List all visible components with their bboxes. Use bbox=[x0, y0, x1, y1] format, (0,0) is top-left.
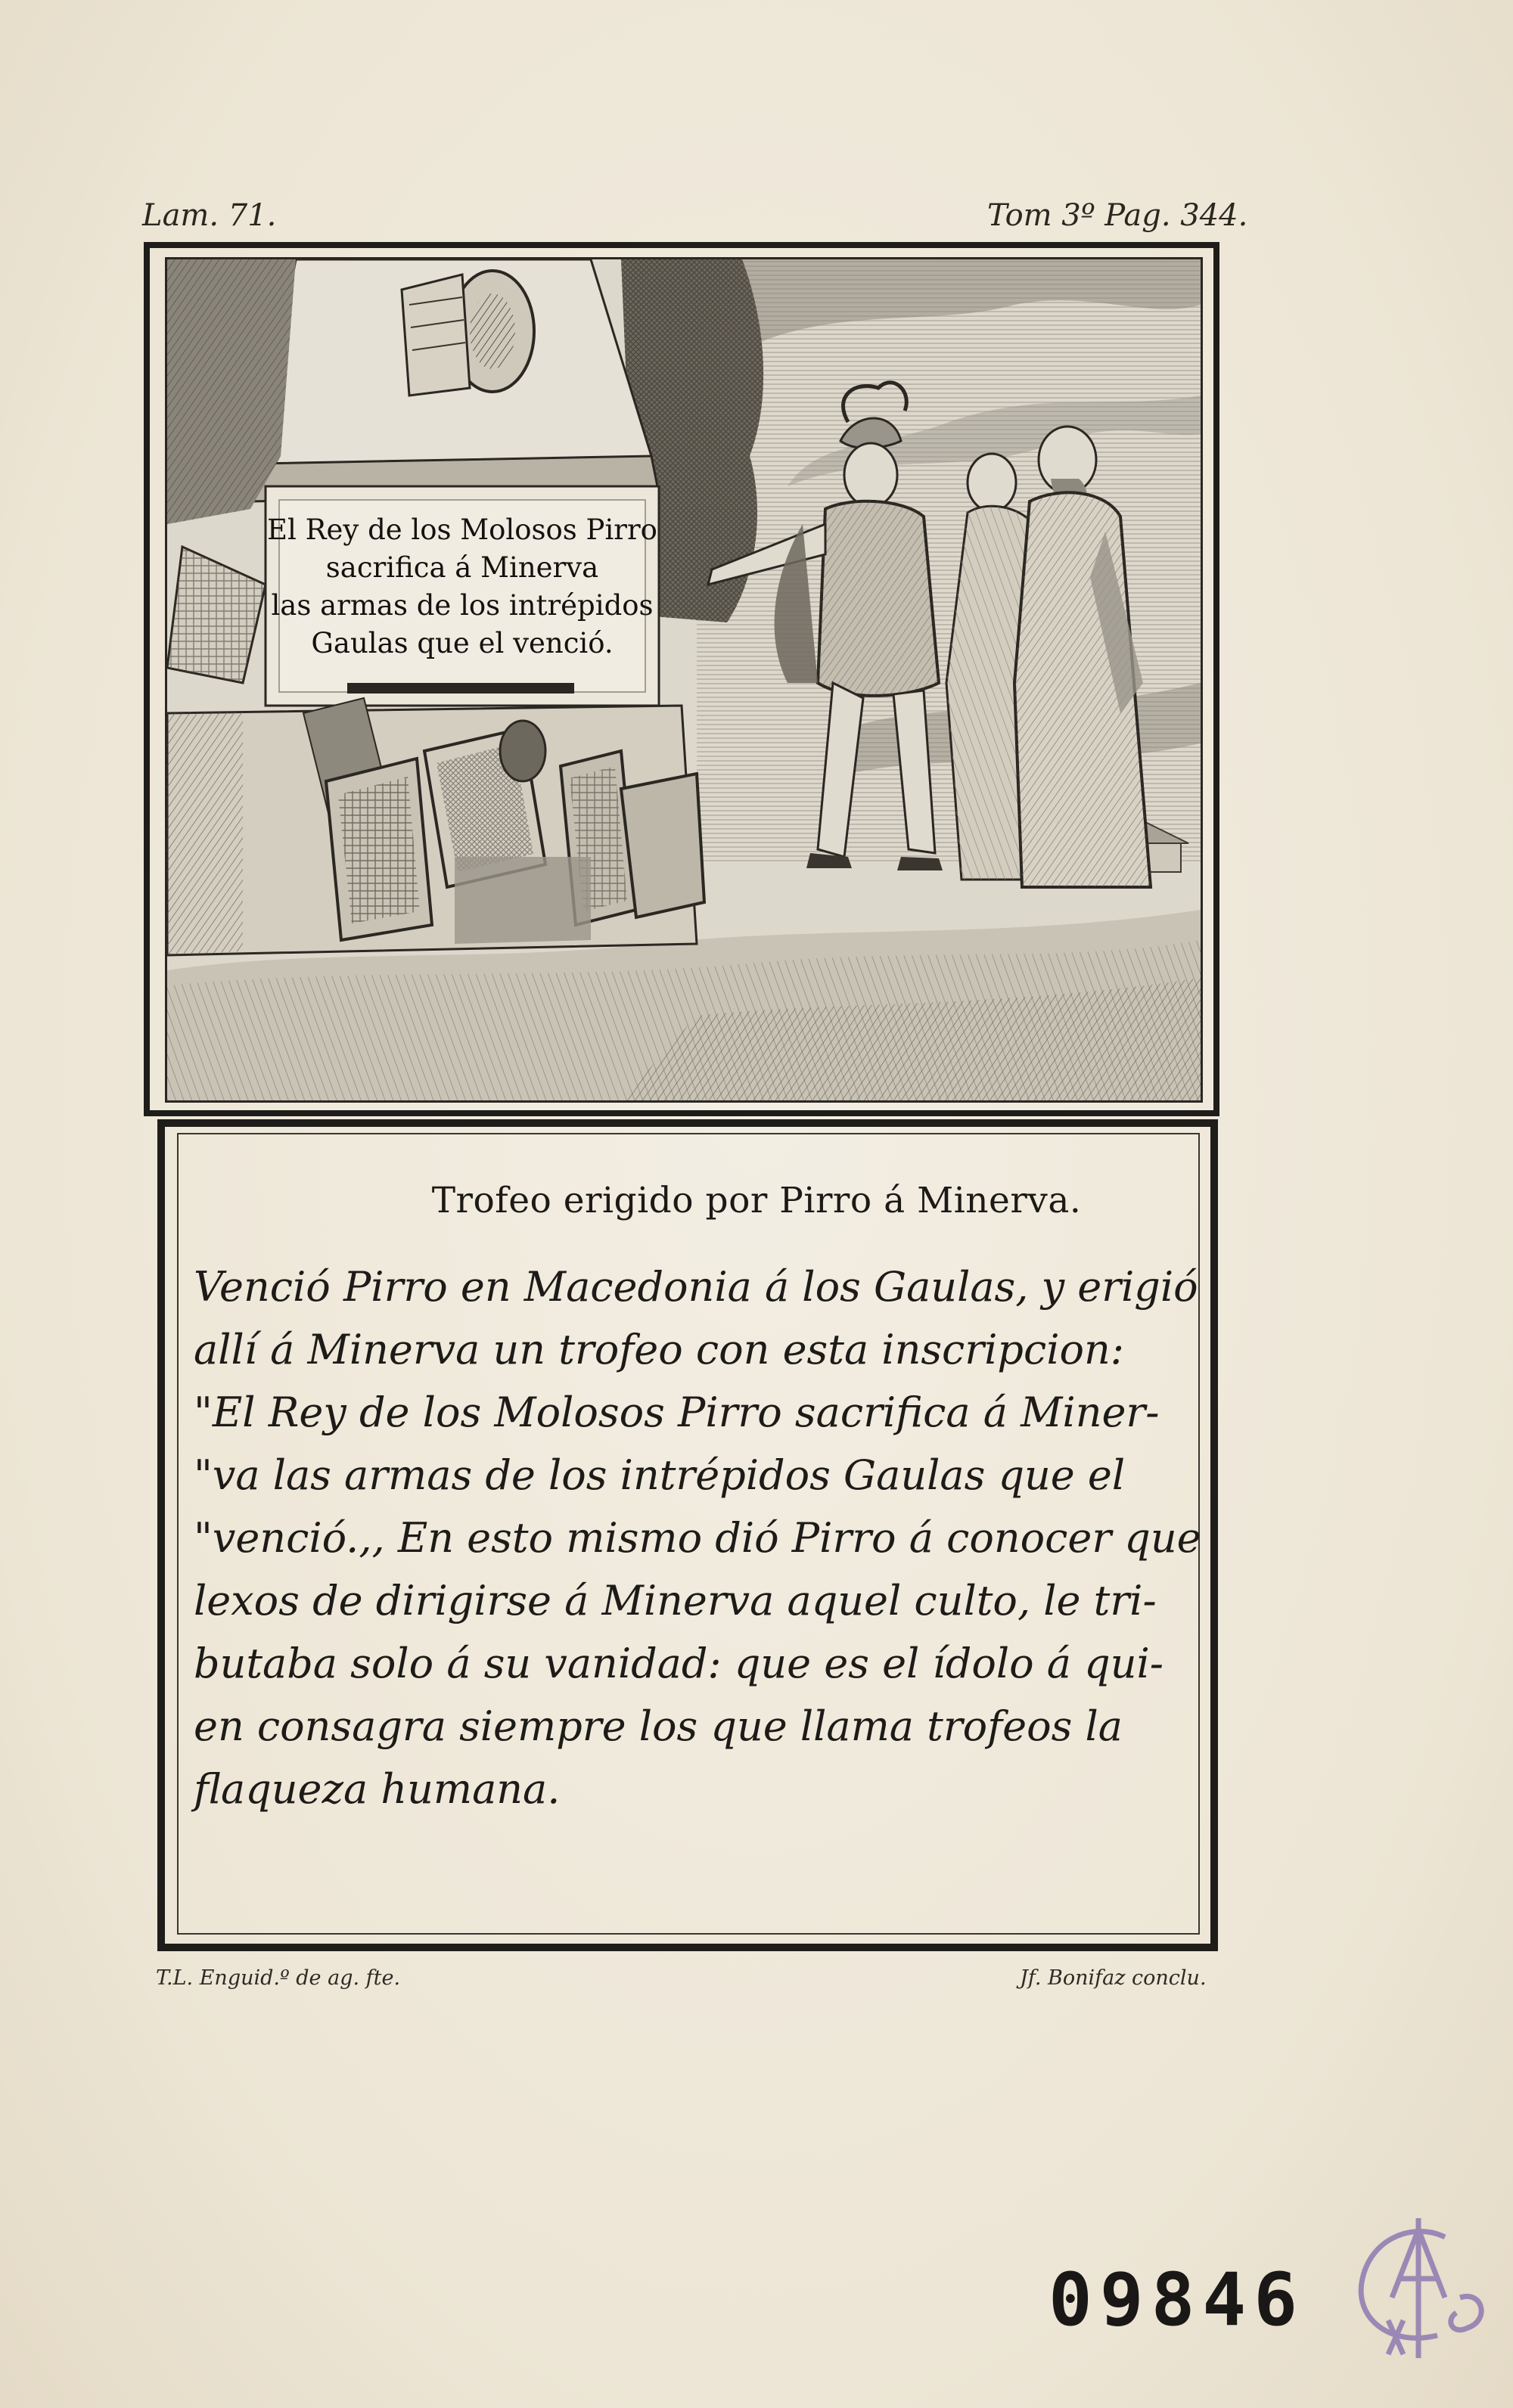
engraving-scene bbox=[167, 259, 1201, 1100]
engraving-illustration bbox=[165, 257, 1203, 1103]
caption-line: en consagra siempre los que llama trofeos la bbox=[194, 1702, 1123, 1750]
inscription-line: sacrifica á Minerva bbox=[325, 551, 599, 584]
caption-line: "va las armas de los intrépidos Gaulas que el bbox=[194, 1451, 1126, 1499]
caption-line: "venció.,, En esto mismo dió Pirro á conocer que bbox=[194, 1514, 1201, 1562]
inscription-line: las armas de los intrépidos bbox=[271, 589, 654, 622]
inscription-line: El Rey de los Molosos Pirro bbox=[267, 514, 657, 546]
plate-label: Lam. 71. bbox=[142, 198, 277, 233]
caption-body bbox=[194, 1255, 1201, 1820]
caption-title: Trofeo erigido por Pirro á Minerva. bbox=[431, 1180, 1082, 1221]
library-stamp-icon bbox=[1331, 2207, 1505, 2366]
engraver-credit: T.L. Enguid.º de ag. fte. bbox=[156, 1966, 401, 1990]
caption-line: lexos de dirigirse á Minerva aquel culto, le tri- bbox=[194, 1577, 1157, 1624]
inventory-number: 09846 bbox=[1049, 2258, 1305, 2342]
inscription-line: Gaulas que el venció. bbox=[311, 627, 614, 659]
caption-line: butaba solo á su vanidad: que es el ídolo á qui- bbox=[194, 1640, 1163, 1687]
caption-line: "El Rey de los Molosos Pirro sacrifica á Miner- bbox=[194, 1389, 1160, 1436]
caption-line: allí á Minerva un trofeo con esta inscripcion: bbox=[194, 1326, 1124, 1373]
finisher-credit: Jf. Bonifaz conclu. bbox=[1020, 1966, 1207, 1990]
caption-line: Venció Pirro en Macedonia á los Gaulas, y erigió bbox=[194, 1263, 1198, 1311]
caption-line: flaqueza humana. bbox=[194, 1765, 561, 1813]
volume-page-label: Tom 3º Pag. 344. bbox=[987, 198, 1248, 233]
